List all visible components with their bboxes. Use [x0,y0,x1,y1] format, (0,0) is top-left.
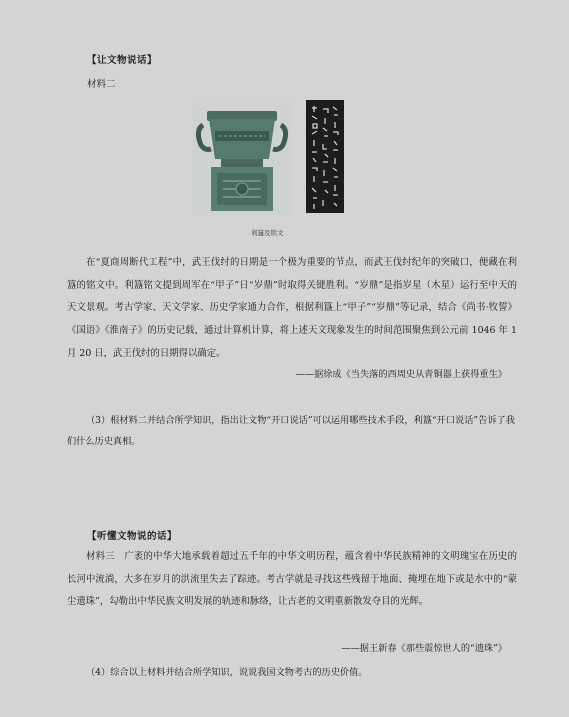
question-four: （4）综合以上材料并结合所学知识，说说我国文物考古的历史价值。 [86,667,368,678]
material-three-source: ——据王新春《那些震惊世人的“遗珠”》 [341,643,507,654]
figure-caption: 利簋及铭文 [251,229,284,237]
section-heading-let-relics-speak: 【让文物说话】 [87,55,158,66]
material-two-paragraph: 在“夏商周断代工程”中，武王伐纣的日期是一个极为重要的节点，而武王伐纣纪年的突破口，便藏在利簋的铭文中。利簋铭文提到周军在“甲子”日“岁鼎”时取得关键胜利。“岁鼎”是指岁星（木星）运行至中天的天文景观。考古学家、天文学家、历史学家通力合作，根据利簋上“甲子”“岁鼎”等记录，结合《尚书·牧誓》《国语》《淮南子》的历史记载，通过计算机计算，将上述天文现象发生的时间范围聚焦到公元前 1046 年 1 月 20 日，武王伐纣的日期得以确定。 [67,257,517,359]
material-three-paragraph: 材料三 广袤的中华大地承载着超过五千年的中华文明历程，蕴含着中华民族精神的文明瑰宝在历史的长河中流淌，大多在岁月的洪流里失去了踪迹。考古学就是寻找这些残留于地面、掩埋在地下或是水中的“蒙尘遗珠”，勾勒出中华民族文明发展的轨迹和脉络，让古老的文明重新散发夺目的光辉。 [67,551,517,608]
bronze-inscription-rubbing-icon [306,100,344,213]
bronze-gui-vessel-icon [193,103,291,215]
material-two-source: ——据徐成《当失落的西周史从青铜器上获得重生》 [295,369,507,380]
question-three: （3）根材料二并结合所学知识，指出让文物“开口说话”可以运用哪些技术手段，利簋“开口说话”告诉了我们什么历史真相。 [67,415,515,447]
material-two-label: 材料二 [87,79,116,90]
section-heading-understand-relics: 【听懂文物说的话】 [87,531,178,542]
